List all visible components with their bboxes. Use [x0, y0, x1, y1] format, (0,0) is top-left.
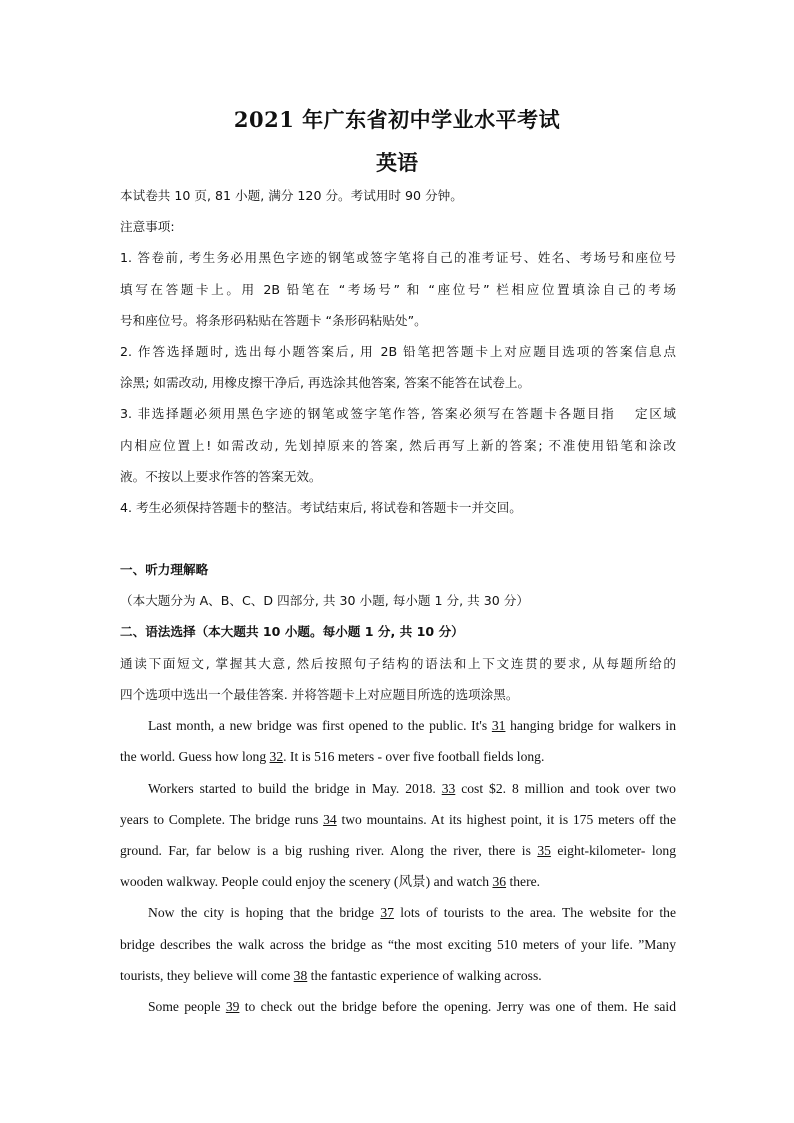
passage-line — [148, 997, 676, 1017]
blank-32: 32 — [269, 749, 284, 764]
notice-line: 4. 考生必须保持答题卡的整洁。考试结束后, 将试卷和答题卡一并交回。 — [120, 500, 522, 515]
passage-line — [120, 810, 676, 830]
section2-instruction: 四个选项中选出一个最佳答案. 并将答题卡上对应题目所选的选项涂黑。 — [120, 687, 519, 702]
blank-33: 33 — [441, 781, 456, 796]
section2-instruction: 通读下面短文, 掌握其大意, 然后按照句子结构的语法和上下文连贯的要求, 从每题所给的 — [120, 656, 676, 671]
passage-text: Now the city is hoping that the bridge — [148, 905, 381, 920]
notice-line: 内相应位置上! 如需改动, 先划掉原来的答案, 然后再写上新的答案; 不准使用铅笔和涂改 — [120, 438, 676, 453]
blank-35: 35 — [537, 843, 551, 858]
blank-37: 37 — [380, 905, 394, 920]
blank-39: 39 — [225, 999, 240, 1014]
section1-heading: 一、听力理解略 — [120, 562, 209, 577]
passage-text: Workers started to build the bridge in May. 2018. — [148, 781, 442, 796]
blank-38: 38 — [293, 968, 308, 983]
notice-line: 涂黑; 如需改动, 用橡皮擦干净后, 再选涂其他答案, 答案不能答在试卷上。 — [120, 375, 531, 390]
passage-text: hanging bridge for walkers in — [505, 718, 676, 733]
passage-text: lots of tourists to the area. The website for the — [393, 905, 676, 920]
intro-text: 本试卷共 10 页, 81 小题, 满分 120 分。考试用时 90 分钟。 — [120, 188, 463, 203]
passage-text: there. — [506, 874, 541, 889]
passage-text: two mountains. At its highest point, it is 175 meters off the — [336, 812, 676, 827]
passage-text: the fantastic experience of walking across. — [307, 968, 542, 983]
passage-text: wooden walkway. People could enjoy the scenery (风景) and watch — [120, 874, 493, 889]
passage-text: years to Complete. The bridge runs — [120, 812, 324, 827]
passage-text: ground. Far, far below is a big rushing river. Along the river, there is — [120, 843, 531, 858]
notice-line: 液。不按以上要求作答的答案无效。 — [120, 469, 322, 484]
passage-line — [148, 779, 676, 799]
passage-text: the world. Guess how long — [120, 749, 270, 764]
notice-line: 2. 作答选择题时, 选出每小题答案后, 用 2B 铅笔把答题卡上对应题目选项的答案信息点 — [120, 344, 676, 359]
notice-line: 3. 非选择题必须用黑色字迹的钢笔或签字笔作答, 答案必须写在答题卡各题目指 定区域 — [120, 406, 676, 421]
notice-heading: 注意事项: — [120, 219, 175, 234]
notice-line: 1. 答卷前, 考生务必用黑色字迹的钢笔或签字笔将自己的准考证号、姓名、考场号和座位号 — [120, 250, 676, 265]
section1-desc: （本大题分为 A、B、C、D 四部分, 共 30 小题, 每小题 1 分, 共 30 分） — [120, 593, 529, 608]
passage-line — [120, 966, 676, 986]
section2-heading: 二、语法选择（本大题共 10 小题。每小题 1 分, 共 10 分） — [120, 624, 464, 639]
blank-31: 31 — [491, 718, 506, 733]
notice-line: 号和座位号。将条形码粘贴在答题卡 “条形码粘贴处”。 — [120, 313, 427, 328]
blank-34: 34 — [323, 812, 337, 827]
exam-title: 2021 年广东省初中学业水平考试 — [233, 107, 561, 132]
notice-line: 填写在答题卡上。用 2B 铅笔在 “考场号” 和 “座位号” 栏相应位置填涂自己的考场 — [120, 282, 676, 297]
passage-text: cost $2. 8 million and took over two — [455, 781, 676, 796]
passage-text: tourists, they believe will come — [120, 968, 294, 983]
passage-text: Some people — [148, 999, 226, 1014]
subject-title: 英语 — [376, 150, 418, 175]
passage-text: . It is 516 meters - over five football fields long. — [283, 749, 545, 764]
passage-line — [148, 716, 676, 736]
passage-line — [120, 747, 676, 767]
blank-36: 36 — [492, 874, 507, 889]
passage-line: bridge describes the walk across the bridge as “the most exciting 510 meters of your life. ”Many — [120, 937, 676, 952]
passage-text: eight-kilometer- long — [557, 843, 676, 858]
passage-text: Last month, a new bridge was first opened to the public. It's — [148, 718, 492, 733]
passage-text: to check out the bridge before the opening. Jerry was one of them. He said — [239, 999, 676, 1014]
passage-line — [148, 903, 676, 923]
passage-line — [120, 872, 676, 892]
passage-line — [120, 841, 676, 861]
